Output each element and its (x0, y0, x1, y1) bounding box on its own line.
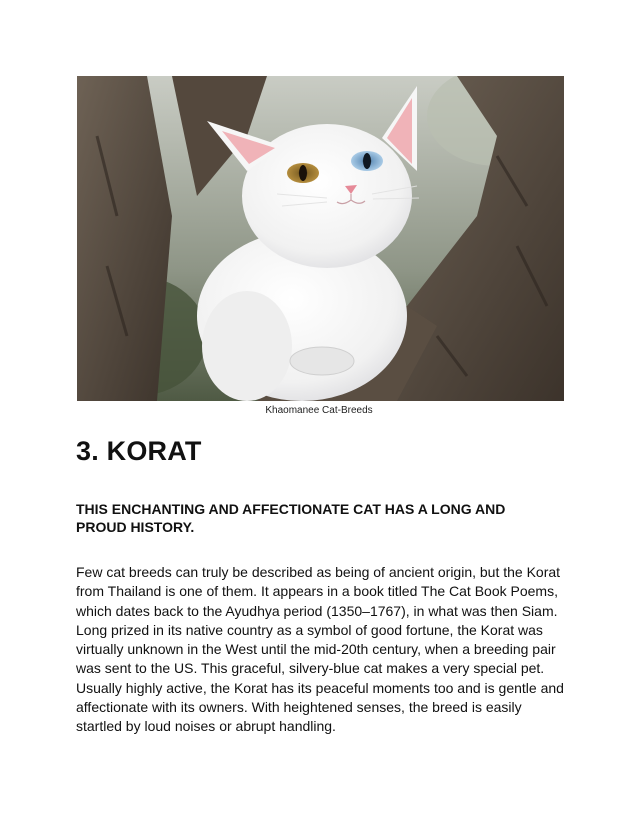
cat-photo (77, 76, 564, 401)
body-paragraph: Few cat breeds can truly be described as being of ancient origin, but the Korat from Thailand is one of them. It appears in a book titled The Cat Book Poems, which dates back to the Ayudhya period (1350–1767), in what was then Siam. Long prized in its native country as a symbol of good fortune, the Korat was virtually unknown in the West until the mid-20th century, when a breeding pair was sent to the US. This graceful, silvery-blue cat makes a very special pet. Usually highly active, the Korat has its peaceful moments too and is gentle and affectionate with its owners. With heightened senses, the breed is easily startled by loud noises or abrupt handling. (76, 564, 564, 735)
image-caption: Khaomanee Cat-Breeds (265, 405, 373, 416)
white-cat-illustration (77, 76, 564, 401)
section-subheading: THIS ENCHANTING AND AFFECTIONATE CAT HAS A LONG AND PROUD HISTORY. (76, 501, 506, 535)
section-heading: 3. KORAT (76, 436, 202, 466)
